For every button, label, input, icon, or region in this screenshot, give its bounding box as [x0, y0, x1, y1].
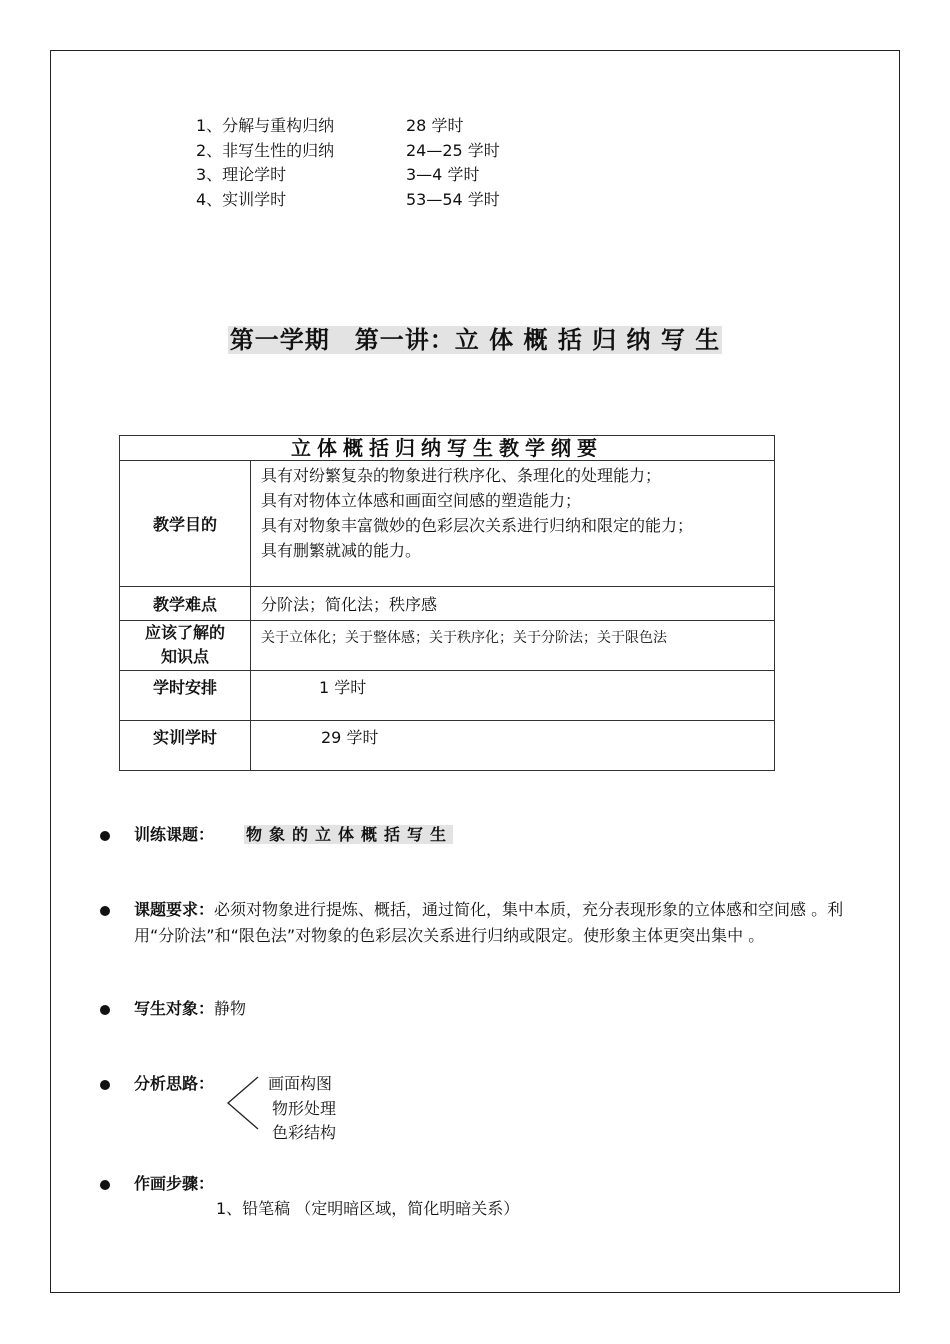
training-topic: 物象的立体概括写生 — [246, 825, 454, 844]
knowledge-label-line: 应该了解的 — [144, 623, 225, 642]
hours-row-value: 28 学时 — [406, 116, 464, 135]
lecture-title-text: 第一学期 第一讲：立 体 概 括 归 纳 写 生 — [229, 326, 721, 354]
goal-row — [120, 461, 775, 587]
goal-list — [251, 461, 775, 587]
hours-row — [196, 139, 500, 164]
hours-row-value: 3—4 学时 — [406, 165, 480, 184]
requirement-text: 必须对物象进行提炼、概括，通过简化，集中本质，充分表现形象的立体感和空间感 。利用“分阶法”和“限色法”对物象的色彩层次关系进行归纳或限定。使形象主体更突出集中 。 — [134, 900, 844, 945]
goal-item: 具有对物象丰富微妙的色彩层次关系进行归纳和限定的能力； — [261, 516, 694, 535]
practice-label: 实训学时 — [120, 721, 251, 771]
teaching-outline-table — [119, 435, 775, 771]
bullet-dot-icon — [100, 906, 110, 916]
goal-item: 具有删繁就减的能力。 — [261, 541, 422, 560]
bullet-dot-icon — [100, 831, 110, 841]
hours-row-name: 4、实训学时 — [196, 189, 287, 209]
bullet-dot-icon — [100, 1005, 110, 1015]
difficulty-row — [120, 587, 775, 621]
subject-value: 静物 — [214, 999, 247, 1018]
practice-row — [120, 721, 775, 771]
branch-brace-icon — [226, 1075, 262, 1131]
schedule-label: 学时安排 — [120, 671, 251, 721]
analysis-item: 色彩结构 — [272, 1123, 337, 1142]
analysis-item: 物形处理 — [272, 1098, 337, 1118]
requirement-label: 课题要求： — [134, 900, 215, 919]
steps-label: 作画步骤： — [134, 1174, 215, 1193]
knowledge-row — [120, 621, 775, 671]
hours-row-value: 24—25 学时 — [406, 140, 500, 160]
hours-row-name: 2、非写生性的归纳 — [196, 140, 335, 160]
knowledge-label — [120, 621, 251, 671]
goal-item: 具有对物体立体感和画面空间感的塑造能力； — [261, 491, 582, 510]
hours-row-name: 1、分解与重构归纳 — [196, 116, 335, 135]
analysis-items — [268, 1072, 336, 1146]
lecture-title — [0, 320, 950, 355]
knowledge-value: 关于立体化；关于整体感；关于秩序化；关于分阶法；关于限色法 — [251, 621, 775, 671]
hours-row — [196, 163, 500, 188]
goal-label: 教学目的 — [120, 461, 251, 587]
knowledge-label-line: 知识点 — [160, 647, 209, 666]
difficulty-value: 分阶法；简化法；秩序感 — [251, 587, 775, 621]
bullet-dot-icon — [100, 1080, 110, 1090]
practice-value: 29 学时 — [251, 721, 775, 771]
hours-row-name: 3、理论学时 — [196, 165, 287, 184]
hours-row — [196, 114, 500, 139]
hours-row — [196, 188, 500, 213]
analysis-label: 分析思路： — [134, 1074, 215, 1093]
goal-item: 具有对纷繁复杂的物象进行秩序化、条理化的处理能力； — [261, 466, 662, 485]
hours-list — [196, 114, 500, 212]
outline-title-row — [120, 436, 775, 461]
bullet-dot-icon — [100, 1180, 110, 1190]
training-label: 训练课题： — [134, 825, 215, 844]
outline-title: 立体概括归纳写生教学纲要 — [120, 436, 775, 461]
schedule-row — [120, 671, 775, 721]
analysis-item: 画面构图 — [268, 1074, 333, 1093]
hours-row-value: 53—54 学时 — [406, 189, 500, 209]
subject-label: 写生对象： — [134, 999, 215, 1018]
schedule-value: 1 学时 — [251, 671, 775, 721]
difficulty-label: 教学难点 — [120, 587, 251, 621]
step-item: 1、铅笔稿 （定明暗区域，简化明暗关系） — [216, 1199, 520, 1218]
